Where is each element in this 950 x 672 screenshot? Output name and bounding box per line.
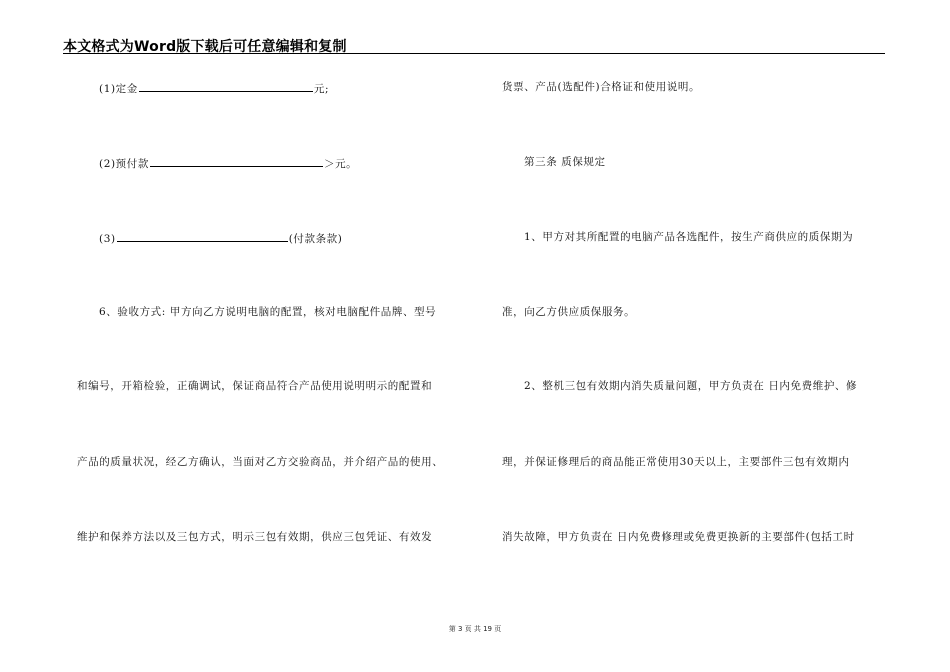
header-title: 本文格式为Word版下载后可任意编辑和复制 — [63, 39, 347, 55]
page-number-footer: 第 3 页 共 19 页 — [448, 625, 502, 633]
para6-line-4: 维护和保养方法以及三包方式，明示三包有效期，供应三包凭证、有效发 — [77, 531, 433, 543]
clause2-line-3: 消失故障，甲方负责在 日内免费修理或免费更换新的主要部件(包括工时 — [502, 531, 855, 543]
item-deposit-label: (1)定金 — [99, 83, 138, 95]
item-payment-terms-suffix: (付款条款) — [288, 233, 343, 245]
payment-terms-blank-field — [117, 230, 288, 242]
deposit-blank-field — [139, 80, 313, 92]
clause1-line-1: 1、甲方对其所配置的电脑产品各选配件，按生产商供应的质保期为 — [524, 231, 854, 243]
item-deposit — [99, 80, 329, 96]
header-rule — [63, 53, 885, 54]
item-payment-terms-label: (3) — [99, 233, 116, 245]
clause2-line-1: 2、整机三包有效期内消失质量问题，甲方负责在 日内免费维护、修 — [524, 380, 858, 392]
para6-line-1: 6、验收方式: 甲方向乙方说明电脑的配置，核对电脑配件品牌、型号 — [99, 306, 437, 318]
article3-heading: 第三条 质保规定 — [524, 156, 606, 168]
para6-line-2: 和编号，开箱检验，正确调试，保证商品符合产品使用说明明示的配置和 — [77, 380, 433, 392]
clause2-line-2: 理，并保证修理后的商品能正常使用30天以上，主要部件三包有效期内 — [502, 456, 850, 468]
clause1-line-2: 准，向乙方供应质保服务。 — [502, 306, 636, 318]
item-prepayment-suffix: ＞元。 — [323, 158, 358, 170]
right-line-1: 货票、产品(选配件)合格证和使用说明。 — [502, 81, 701, 93]
para6-line-3: 产品的质量状况，经乙方确认，当面对乙方交验商品，并介绍产品的使用、 — [77, 456, 444, 468]
item-prepayment — [99, 155, 357, 171]
item-deposit-suffix: 元; — [313, 83, 330, 95]
item-payment-terms — [99, 230, 342, 246]
item-prepayment-label: (2)预付款 — [99, 158, 149, 170]
prepayment-blank-field — [150, 155, 323, 167]
